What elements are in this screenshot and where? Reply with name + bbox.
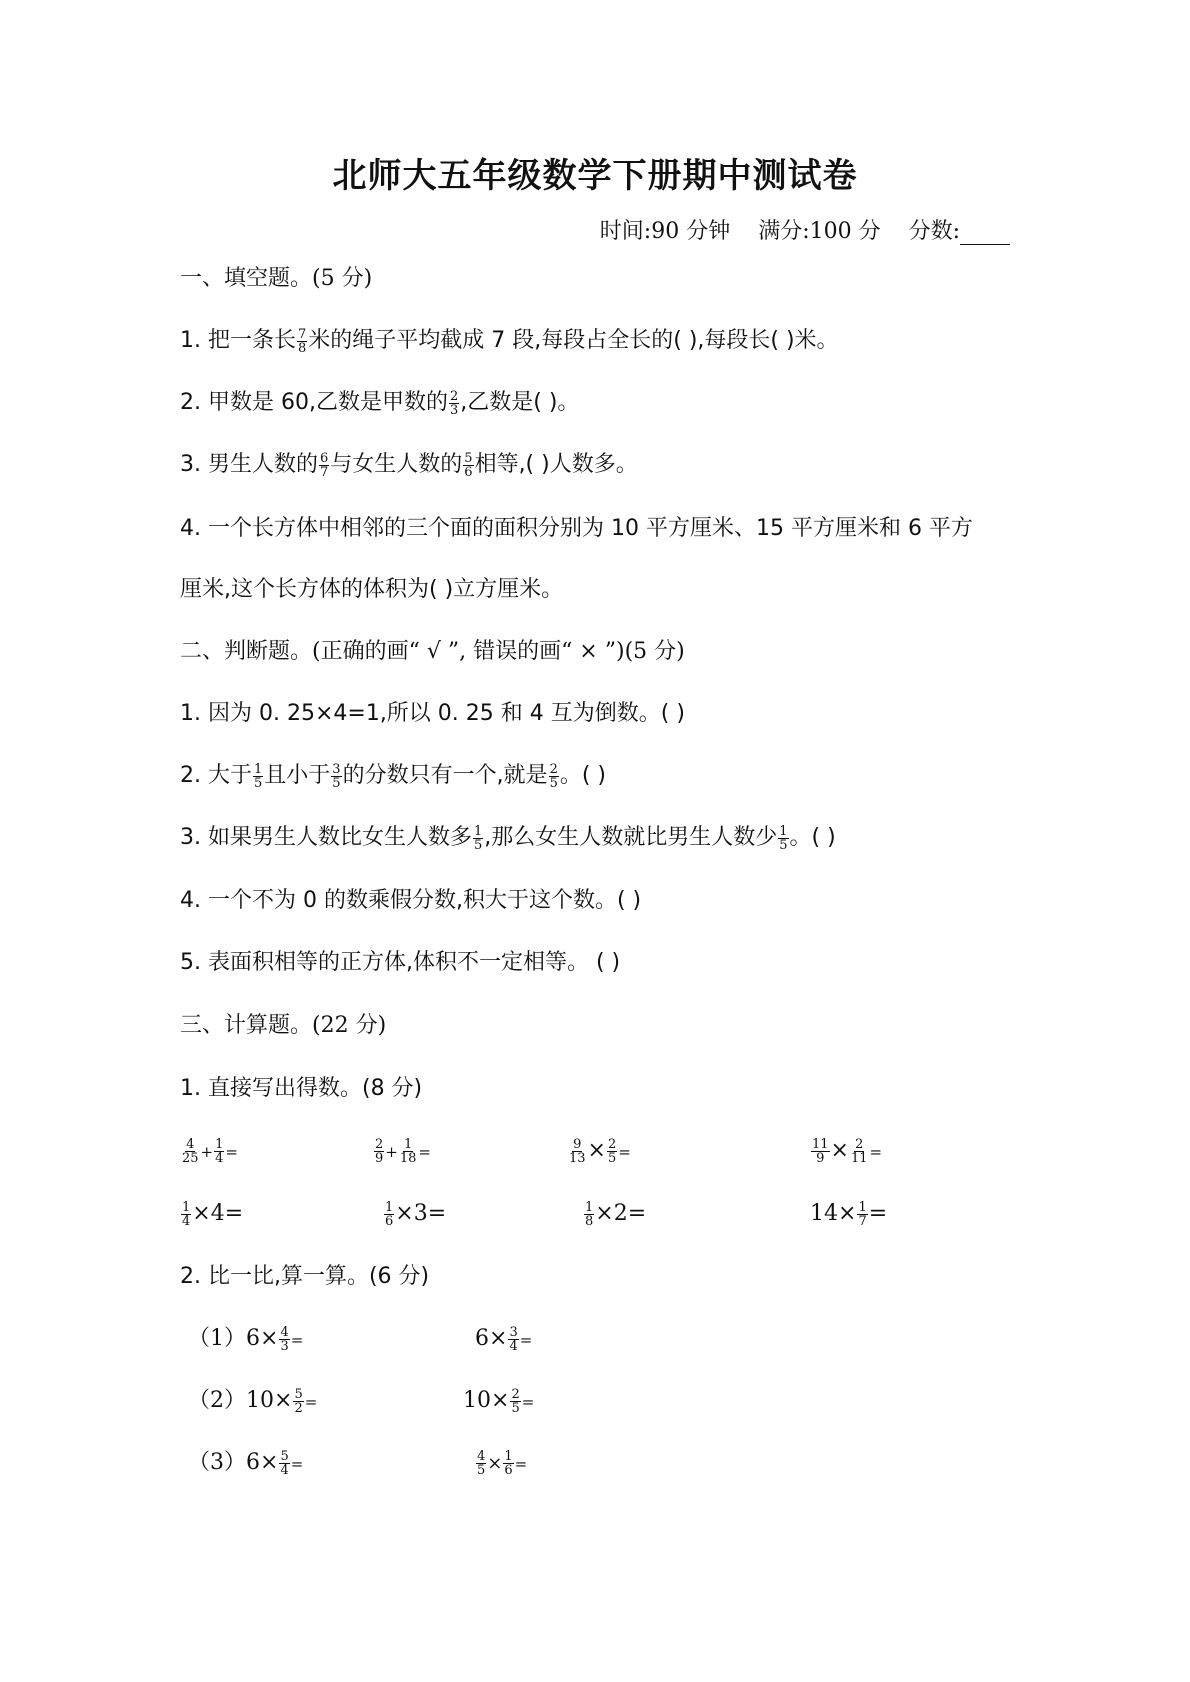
fraction: $\frac{2}{3}$ [449,388,459,418]
s1-question-2 [180,388,579,418]
fraction: $\frac{1}{5}$ [253,761,263,791]
page-title: 北师大五年级数学下册期中测试卷 [332,156,858,196]
s2-question-5: 5. 表面积相等的正方体,体积不一定相等。 ( ) [180,950,621,975]
s1-question-1 [180,326,839,356]
s2-question-3 [180,823,836,853]
compare-left-2: （2）10× $\frac{5}{2}$ = [188,1386,318,1416]
s3-sub-2-heading: 2. 比一比,算一算。(6 分) [180,1264,430,1289]
fraction: $\frac{2}{11}$ [850,1136,868,1166]
fraction: $\frac{2}{5}$ [549,761,558,791]
fraction: $\frac{1}{7}$ [858,1199,867,1229]
calc-item: $\frac{9}{13}$ × $\frac{2}{5}$ = [569,1136,631,1166]
s2-q2-text-c: 的分数只有一个,就是 [342,763,548,788]
fraction: $\frac{1}{5}$ [473,823,483,853]
s2-question-2 [180,761,606,791]
calc-item: 14× $\frac{1}{7}$ = [810,1199,888,1229]
s2-q2-text-b: 且小于 [264,763,331,788]
fraction: $\frac{5}{4}$ [280,1448,289,1478]
calc-item: $\frac{2}{9}$ + $\frac{1}{18}$ = [375,1136,431,1166]
fraction: $\frac{1}{6}$ [385,1199,394,1229]
s1-question-4-line-2: 厘米,这个长方体的体积为( )立方厘米。 [180,577,564,602]
fraction: $\frac{11}{9}$ [812,1136,829,1166]
compare-right-3: $\frac{4}{5}$ × $\frac{1}{6}$ = [477,1448,528,1478]
fraction: $\frac{1}{4}$ [215,1136,224,1166]
s2-q3-text-b: ,那么女生人数就比男生人数少 [484,825,778,850]
fraction: $\frac{4}{3}$ [280,1324,289,1354]
fraction: $\frac{2}{9}$ [375,1136,384,1166]
s1-q2-text-b: ,乙数是( )。 [460,390,580,415]
fraction: $\frac{4}{25}$ [182,1136,199,1166]
fraction: $\frac{1}{5}$ [779,823,788,853]
s1-q3-text-b: 与女生人数的 [330,452,463,477]
compare-right-2: 10× $\frac{2}{5}$ = [463,1386,535,1416]
s2-q2-text-a: 2. 大于 [180,763,252,788]
s1-q3-text-a: 3. 男生人数的 [180,452,318,477]
s2-q3-text-a: 3. 如果男生人数比女生人数多 [180,825,472,850]
fraction: $\frac{1}{8}$ [585,1199,594,1229]
exam-meta [560,214,1010,245]
fraction: $\frac{2}{5}$ [607,1136,617,1166]
full-score: 满分:100 分 [758,219,881,244]
fraction: $\frac{4}{5}$ [477,1448,486,1478]
fraction: $\frac{3}{5}$ [332,761,341,791]
s2-q2-text-d: 。( ) [559,763,607,788]
section-1-heading: 一、填空题。(5 分) [180,266,373,291]
calc-item: $\frac{1}{6}$ ×3= [385,1199,447,1229]
s1-question-3 [180,450,638,480]
s1-q3-text-c: 相等,( )人数多。 [474,452,638,477]
section-3-heading: 三、计算题。(22 分) [180,1013,387,1038]
s1-q2-text-a: 2. 甲数是 60,乙数是甲数的 [180,390,448,415]
s3-sub-1-heading: 1. 直接写出得数。(8 分) [180,1076,423,1101]
calc-item: $\frac{1}{4}$ ×4= [182,1199,244,1229]
fraction: $\frac{9}{13}$ [569,1136,586,1166]
fraction: $\frac{1}{4}$ [182,1199,191,1229]
compare-right-1: 6× $\frac{3}{4}$ = [475,1324,533,1354]
fraction: $\frac{5}{2}$ [294,1386,303,1416]
score-blank[interactable] [960,226,1010,245]
s1-q1-text-a: 1. 把一条长 [180,328,296,353]
s2-question-4: 4. 一个不为 0 的数乘假分数,积大于这个数。( ) [180,888,642,913]
fraction: $\frac{1}{6}$ [504,1448,513,1478]
s2-question-1: 1. 因为 0. 25×4=1,所以 0. 25 和 4 互为倒数。( ) [180,701,685,726]
s1-question-4-line-1: 4. 一个长方体中相邻的三个面的面积分别为 10 平方厘米、15 平方厘米和 6 平方 [180,516,973,541]
calc-item: $\frac{1}{8}$ ×2= [585,1199,647,1229]
fraction: $\frac{6}{7}$ [319,450,329,480]
compare-left-1: （1）6× $\frac{4}{3}$ = [188,1324,304,1354]
section-2-heading: 二、判断题。(正确的画“ √ ”, 错误的画“ × ”)(5 分) [180,639,685,664]
s2-q3-text-c: 。( ) [789,825,836,850]
fraction: $\frac{1}{18}$ [399,1136,417,1166]
calc-item: $\frac{4}{25}$ + $\frac{1}{4}$ = [182,1136,238,1166]
calc-item: $\frac{11}{9}$ × $\frac{2}{11}$ = [812,1136,883,1166]
compare-left-3: （3）6× $\frac{5}{4}$ = [188,1448,304,1478]
s1-q1-text-b: 米的绳子平均截成 7 段,每段占全长的( ),每段长( )米。 [308,328,839,353]
fraction: $\frac{3}{4}$ [509,1324,518,1354]
time-limit: 时间:90 分钟 [599,219,731,244]
fraction: $\frac{2}{5}$ [511,1386,520,1416]
fraction: $\frac{7}{8}$ [297,326,307,356]
score-label: 分数: [908,219,960,244]
fraction: $\frac{5}{6}$ [464,450,473,480]
